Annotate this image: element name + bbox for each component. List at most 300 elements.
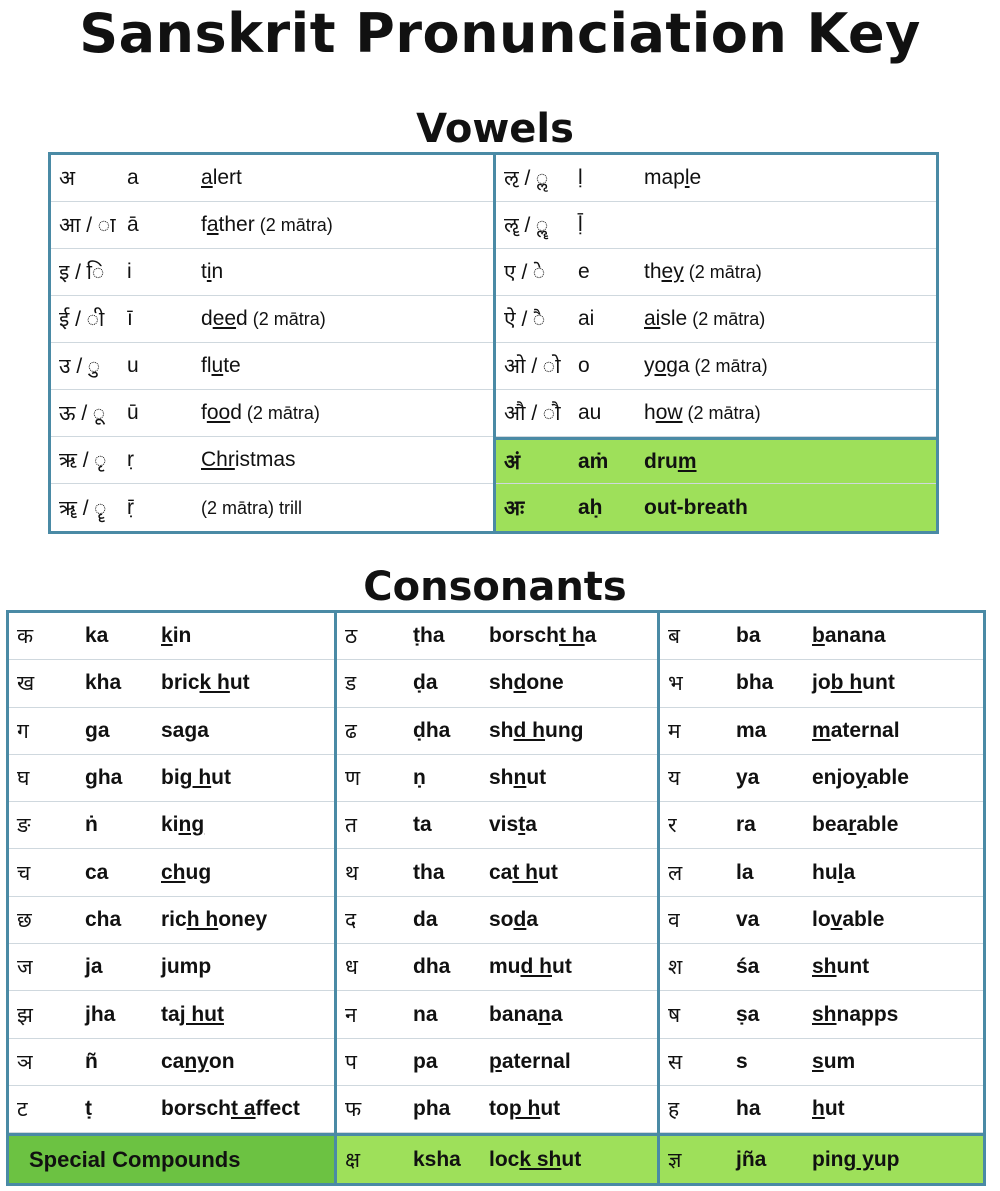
transliteration: na: [413, 1002, 438, 1026]
example-word: [489, 1148, 581, 1172]
word-underlined-part: r: [848, 813, 857, 837]
example-word: [644, 166, 701, 190]
consonant-row: [9, 1039, 334, 1086]
consonant-row: [337, 991, 657, 1038]
word-part: able: [856, 813, 899, 837]
example-word: [489, 813, 537, 837]
devanagari-letter: आ / ा: [59, 214, 116, 237]
word-part: able: [866, 766, 909, 790]
example-word: [161, 719, 209, 743]
word-part: hu: [812, 860, 838, 884]
transliteration: a: [127, 166, 139, 189]
consonant-row: [337, 660, 657, 707]
vowel-row: [496, 249, 936, 296]
consonant-row: [337, 802, 657, 849]
devanagari-letter: ऐ / ै: [504, 308, 546, 331]
example-word: [644, 354, 768, 378]
word-part: sh: [489, 671, 514, 695]
word-part: a: [584, 624, 597, 648]
transliteration: tha: [413, 860, 445, 884]
consonants-column-1: [9, 613, 334, 1183]
consonant-row: [337, 613, 657, 660]
word-part: a: [525, 813, 537, 837]
consonants-column-3: [657, 613, 983, 1183]
example-word: [489, 671, 564, 695]
devanagari-letter: भ: [668, 672, 683, 696]
example-word: [812, 813, 898, 837]
word-part: to: [489, 1097, 509, 1121]
devanagari-letter: म: [668, 719, 681, 743]
example-word: [161, 1097, 300, 1121]
word-part: ki: [161, 813, 179, 837]
transliteration: ṅ: [85, 813, 98, 837]
word-part: ut: [561, 1147, 582, 1171]
word-underlined-part: m: [677, 449, 697, 473]
word-underlined-part: d h: [513, 718, 546, 742]
vowel-row: [496, 437, 936, 484]
transliteration: ī: [127, 307, 133, 330]
consonant-row: [337, 1086, 657, 1133]
word-part: out-breath: [644, 495, 748, 519]
word-part: up: [873, 1147, 900, 1171]
word-part: d: [201, 307, 213, 330]
example-word: [489, 1050, 571, 1074]
word-part: pin: [812, 1147, 844, 1171]
transliteration: pa: [413, 1049, 438, 1073]
devanagari-letter: फ: [345, 1098, 362, 1122]
devanagari-letter: च: [17, 861, 31, 885]
devanagari-letter: ब: [668, 625, 680, 649]
transliteration: ksha: [413, 1147, 461, 1171]
word-underlined-part: g y: [843, 1147, 874, 1171]
consonant-row: [660, 755, 983, 802]
transliteration: śa: [736, 955, 760, 979]
example-word: [201, 213, 333, 237]
vowel-row: [51, 202, 493, 249]
word-part: istmas: [234, 448, 296, 471]
devanagari-letter: ज्ञ: [668, 1148, 682, 1172]
devanagari-letter: ॠ / ॄ: [59, 496, 107, 520]
word-part: in: [172, 624, 192, 648]
transliteration: va: [736, 907, 760, 931]
devanagari-letter: ञ: [17, 1050, 33, 1074]
word-part: jo: [812, 671, 831, 695]
word-part: one: [526, 671, 564, 695]
vowels-heading: Vowels: [416, 106, 574, 152]
devanagari-letter: ग: [17, 719, 29, 743]
matra-note: (2 mātra): [241, 403, 320, 423]
word-underlined-part: sh: [812, 955, 837, 979]
word-underlined-part: l: [684, 166, 690, 189]
devanagari-letter: क्ष: [345, 1148, 361, 1172]
word-part: ut: [526, 766, 547, 790]
word-underlined-part: j hut: [179, 1002, 225, 1026]
word-underlined-part: s: [812, 1049, 824, 1073]
word-part: ca: [489, 860, 513, 884]
word-part: ga: [666, 354, 690, 377]
word-part: dru: [644, 449, 678, 473]
transliteration: ṇ: [413, 766, 426, 790]
transliteration: ma: [736, 718, 767, 742]
transliteration: ā: [127, 213, 139, 236]
example-word: [812, 1003, 898, 1027]
word-part: aternal: [501, 1049, 571, 1073]
devanagari-letter: ऋ / ृ: [59, 449, 107, 472]
transliteration: ṣa: [736, 1002, 760, 1026]
word-part: d: [230, 401, 242, 424]
consonant-row: [337, 897, 657, 944]
word-underlined-part: a: [201, 166, 213, 189]
consonant-row: [337, 1039, 657, 1086]
consonant-row: [337, 1133, 657, 1183]
transliteration: ai: [578, 307, 595, 330]
word-part: aternal: [830, 718, 900, 742]
devanagari-letter: ख: [17, 672, 35, 696]
example-word: [161, 766, 231, 790]
consonant-row: [337, 708, 657, 755]
consonant-row: [337, 849, 657, 896]
word-underlined-part: o: [654, 354, 667, 377]
transliteration: ca: [85, 860, 109, 884]
transliteration: ja: [85, 955, 103, 979]
word-part: able: [842, 907, 885, 931]
vowel-row: [496, 343, 936, 390]
word-part: ump: [166, 955, 212, 979]
example-word: [489, 861, 558, 885]
transliteration: la: [736, 860, 754, 884]
word-part: sh: [489, 766, 514, 790]
word-underlined-part: g: [184, 718, 198, 742]
word-part: vis: [489, 813, 519, 837]
transliteration: ya: [736, 766, 760, 790]
transliteration: ra: [736, 813, 756, 837]
word-underlined-part: m: [812, 718, 831, 742]
consonant-row: [9, 613, 334, 660]
example-word: [201, 401, 320, 425]
word-part: a: [526, 907, 539, 931]
consonant-row: [660, 660, 983, 707]
word-underlined-part: k: [161, 624, 173, 648]
word-part: anana: [824, 624, 886, 648]
word-underlined-part: k h: [199, 671, 230, 695]
special-compounds-row: [9, 1133, 334, 1183]
consonant-row: [9, 849, 334, 896]
matra-note: (2 mātra): [682, 403, 761, 423]
consonant-row: [337, 944, 657, 991]
devanagari-letter: इ / ि: [59, 261, 105, 284]
word-underlined-part: d: [513, 671, 527, 695]
devanagari-letter: अं: [504, 450, 521, 474]
consonant-row: [660, 708, 983, 755]
transliteration: da: [413, 907, 438, 931]
word-part: um: [823, 1049, 856, 1073]
devanagari-letter: न: [345, 1003, 357, 1027]
word-part: e: [689, 166, 702, 189]
example-word: [644, 496, 748, 520]
word-part: so: [489, 907, 514, 931]
example-word: [161, 908, 267, 932]
consonant-row: [660, 849, 983, 896]
example-word: [201, 260, 223, 284]
devanagari-letter: श: [668, 956, 683, 980]
vowel-row: [51, 343, 493, 390]
consonant-row: [9, 897, 334, 944]
vowel-row: [51, 155, 493, 202]
consonants-heading: Consonants: [363, 564, 627, 610]
transliteration: ṭha: [413, 624, 445, 648]
devanagari-letter: ॡ / ॣ: [504, 214, 549, 237]
word-underlined-part: p h: [508, 1097, 541, 1121]
word-part: a: [550, 1002, 563, 1026]
word-underlined-part: Chr: [201, 448, 235, 471]
vowel-row: [51, 249, 493, 296]
transliteration: ḷ: [578, 166, 583, 189]
example-word: [644, 307, 765, 331]
word-underlined-part: l: [837, 860, 844, 884]
word-part: borsch: [161, 1097, 232, 1121]
devanagari-letter: ट: [17, 1098, 28, 1122]
word-part: f: [201, 213, 207, 236]
example-word: [812, 1097, 845, 1121]
transliteration: ba: [736, 624, 761, 648]
word-part: fl: [201, 354, 212, 377]
matra-note: (2 mātra): [687, 309, 766, 329]
word-part: on: [208, 1049, 235, 1073]
word-underlined-part: t: [518, 813, 526, 837]
word-part: borsch: [489, 624, 560, 648]
consonant-row: [9, 802, 334, 849]
example-word: [644, 401, 761, 425]
devanagari-letter: स: [668, 1050, 683, 1074]
transliteration: dha: [413, 955, 451, 979]
devanagari-letter: ल: [668, 861, 683, 885]
word-underlined-part: ai: [644, 307, 661, 330]
transliteration: gha: [85, 766, 123, 790]
word-underlined-part: u: [211, 354, 224, 377]
consonants-table: [6, 610, 986, 1186]
vowel-row: [496, 155, 936, 202]
word-part: lert: [212, 166, 242, 189]
consonant-row: [660, 802, 983, 849]
transliteration: ṛ: [127, 448, 134, 471]
word-part: ut: [211, 766, 231, 790]
consonant-row: [9, 708, 334, 755]
matra-note: (2 mātra): [254, 215, 333, 235]
example-word: [489, 1003, 563, 1027]
example-word: [489, 955, 572, 979]
example-word: [489, 908, 538, 932]
devanagari-letter: झ: [17, 1003, 33, 1027]
vowel-row: [51, 296, 493, 343]
transliteration: o: [578, 354, 590, 377]
word-part: a: [843, 860, 856, 884]
page-title: Sanskrit Pronunciation Key: [79, 2, 921, 65]
word-part: t: [201, 260, 207, 283]
transliteration: bha: [736, 671, 774, 695]
devanagari-letter: ठ: [345, 625, 358, 649]
example-word: [161, 1050, 235, 1074]
word-underlined-part: ch: [161, 860, 186, 884]
example-word: [161, 955, 211, 979]
transliteration: ga: [85, 718, 110, 742]
vowels-table: [48, 152, 939, 534]
transliteration: ta: [413, 813, 432, 837]
word-part: th: [644, 260, 662, 283]
consonant-row: [660, 1039, 983, 1086]
consonant-row: [660, 1133, 983, 1183]
word-part: ut: [552, 955, 572, 979]
word-part: enjo: [812, 766, 856, 790]
transliteration: ḍha: [413, 718, 451, 742]
devanagari-letter: व: [668, 908, 680, 932]
word-underlined-part: i: [206, 260, 212, 283]
example-word: [161, 1003, 224, 1027]
example-word: [812, 861, 855, 885]
vowel-row: [496, 296, 936, 343]
example-word: [644, 260, 762, 284]
devanagari-letter: ऌ / ॢ: [504, 167, 549, 190]
matra-note: (2 mātra): [689, 356, 768, 376]
word-part: ffect: [255, 1097, 300, 1121]
consonant-row: [660, 991, 983, 1038]
word-part: bric: [161, 671, 200, 695]
word-part: y: [644, 354, 655, 377]
transliteration: aḥ: [578, 495, 603, 519]
transliteration: jha: [85, 1002, 116, 1026]
example-word: [489, 624, 596, 648]
example-word: [489, 766, 546, 790]
devanagari-letter: ण: [345, 767, 361, 791]
word-underlined-part: d: [513, 907, 527, 931]
devanagari-letter: औ / ौ: [504, 402, 561, 425]
word-underlined-part: h: [812, 1097, 825, 1121]
vowel-row: [496, 202, 936, 249]
consonant-row: [9, 660, 334, 707]
word-underlined-part: n: [513, 766, 527, 790]
consonant-row: [9, 991, 334, 1038]
matra-note: (2 mātra) trill: [201, 497, 303, 518]
example-word: [812, 908, 884, 932]
word-part: oney: [218, 907, 268, 931]
devanagari-letter: ङ: [17, 814, 31, 838]
example-word: [812, 719, 900, 743]
word-part: ta: [161, 1002, 180, 1026]
word-part: napps: [836, 1002, 899, 1026]
devanagari-letter: त: [345, 814, 357, 838]
consonant-row: [9, 1086, 334, 1133]
word-part: mu: [489, 955, 521, 979]
transliteration: pha: [413, 1097, 451, 1121]
example-word: [161, 861, 211, 885]
word-underlined-part: p: [489, 1049, 502, 1073]
consonant-row: [9, 944, 334, 991]
vowel-row: [496, 484, 936, 531]
vowel-row: [51, 390, 493, 437]
transliteration: e: [578, 260, 590, 283]
transliteration: au: [578, 401, 602, 424]
word-part: loc: [489, 1147, 520, 1171]
word-underlined-part: d h: [520, 955, 552, 979]
devanagari-letter: य: [668, 767, 681, 791]
example-word: [812, 671, 895, 695]
devanagari-letter: ज: [17, 956, 33, 980]
devanagari-letter: ष: [668, 1003, 681, 1027]
example-word: [812, 1148, 900, 1172]
devanagari-letter: ड: [345, 672, 357, 696]
word-underlined-part: ng: [178, 813, 205, 837]
word-underlined-part: n: [538, 1002, 551, 1026]
consonant-row: [660, 613, 983, 660]
devanagari-letter: थ: [345, 861, 359, 885]
word-underlined-part: h h: [186, 907, 219, 931]
word-underlined-part: oo: [206, 401, 231, 424]
consonants-column-2: [334, 613, 657, 1183]
consonant-row: [660, 897, 983, 944]
transliteration: jña: [736, 1147, 767, 1171]
example-word: [161, 671, 250, 695]
devanagari-letter: ई / ी: [59, 308, 105, 331]
vowels-left-column: [51, 155, 493, 531]
transliteration: ṝ: [127, 495, 134, 519]
consonant-row: [337, 755, 657, 802]
example-word: [161, 813, 204, 837]
devanagari-letter: अ: [59, 167, 76, 190]
word-part: sh: [489, 718, 514, 742]
example-word: [201, 307, 326, 331]
matra-note: (2 mātra): [683, 262, 762, 282]
word-part: unt: [836, 955, 870, 979]
example-word: [812, 766, 909, 790]
transliteration: i: [127, 260, 132, 283]
transliteration: u: [127, 354, 139, 377]
example-word: [644, 450, 697, 474]
word-part: bi: [161, 766, 180, 790]
devanagari-letter: ह: [668, 1098, 680, 1122]
devanagari-letter: छ: [17, 908, 32, 932]
word-part: sle: [660, 307, 688, 330]
devanagari-letter: घ: [17, 767, 30, 791]
word-part: h: [644, 401, 656, 424]
word-underlined-part: t h: [512, 860, 539, 884]
word-part: n: [211, 260, 224, 283]
example-word: [201, 166, 242, 190]
example-word: [201, 448, 296, 472]
devanagari-letter: प: [345, 1050, 357, 1074]
word-part: bea: [812, 813, 849, 837]
example-word: [201, 354, 241, 378]
matra-note: (2 mātra): [247, 309, 326, 329]
word-part: f: [201, 401, 207, 424]
vowels-right-column: [493, 155, 936, 531]
word-underlined-part: j: [161, 955, 167, 979]
transliteration: ū: [127, 401, 139, 424]
word-part: ug: [185, 860, 212, 884]
word-part: unt: [862, 671, 895, 695]
word-underlined-part: b: [812, 624, 825, 648]
word-part: ut: [538, 860, 558, 884]
devanagari-letter: र: [668, 814, 677, 838]
transliteration: ñ: [85, 1049, 98, 1073]
word-part: ric: [161, 907, 187, 931]
example-word: [812, 1050, 855, 1074]
vowel-row: [51, 437, 493, 484]
word-part: lo: [812, 907, 831, 931]
transliteration: ḹ: [578, 213, 583, 236]
transliteration: kha: [85, 671, 122, 695]
devanagari-letter: ए / े: [504, 261, 546, 284]
consonant-row: [660, 944, 983, 991]
word-part: a: [197, 718, 209, 742]
